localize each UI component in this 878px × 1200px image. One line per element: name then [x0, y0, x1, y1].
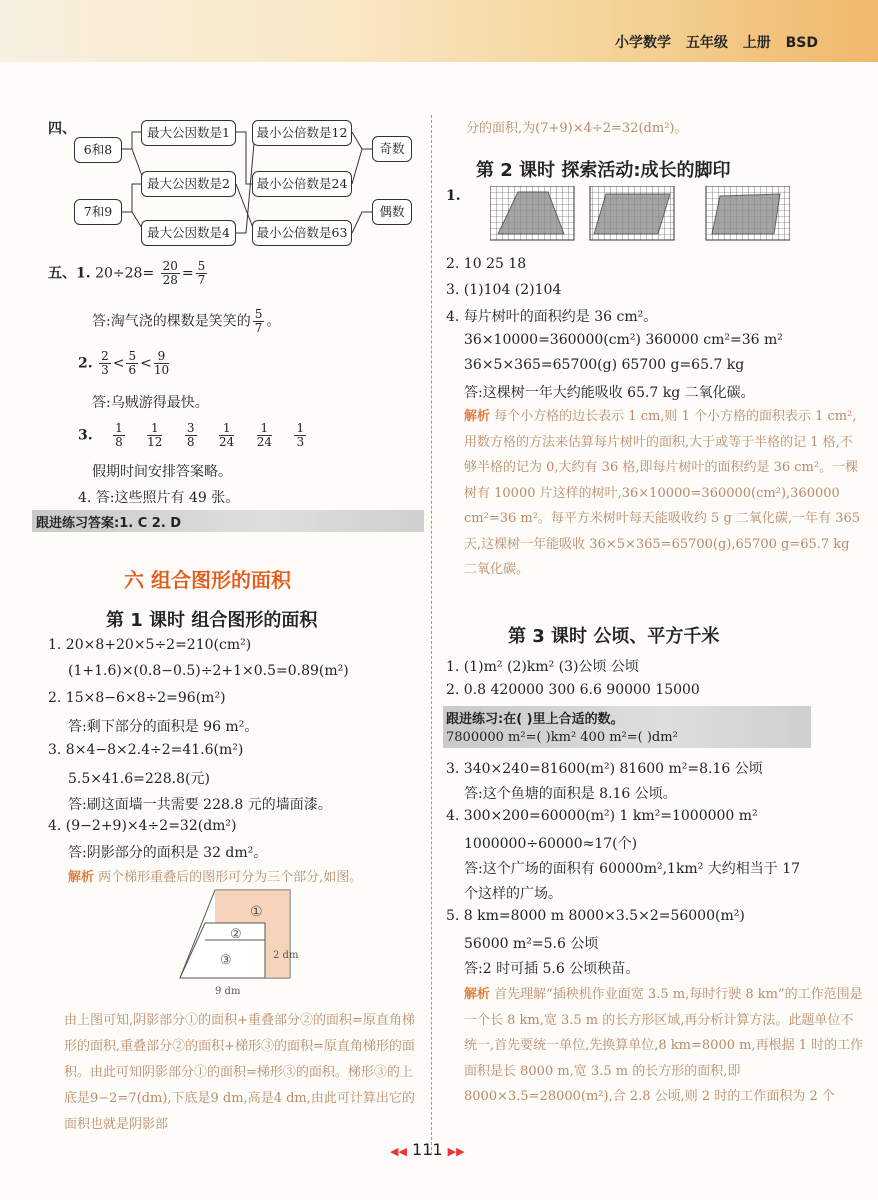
header-subject: 小学数学 [615, 35, 671, 51]
connection-lines [70, 118, 420, 253]
q5-3-line [78, 422, 308, 449]
numerator: 1 [115, 421, 123, 435]
answer-text: 答:淘气浇的棵数是笑笑的 [92, 313, 251, 330]
fig-label-h: 2 dm [273, 950, 299, 961]
header-volume: 上册 [742, 35, 771, 51]
jiexi-label: 解析 [464, 409, 491, 424]
fraction [253, 308, 265, 335]
l1-line-7: 答:刷这面墙一共需要 228.8 元的墙面漆。 [68, 797, 332, 813]
l1-line-8: 4. (9−2+9)×4÷2=32(dm²) [48, 818, 237, 834]
numerator: 5 [254, 307, 263, 321]
numerator: 1 [147, 422, 162, 436]
denominator: 12 [147, 435, 163, 449]
l3-line-10: 56000 m²=5.6 公顷 [464, 936, 599, 952]
node-gcd-2: 最大公因数是2 [141, 171, 236, 197]
l3-line-11: 答:2 时可插 5.6 公顷秧苗。 [464, 961, 640, 977]
denominator: 7 [254, 321, 263, 335]
header-grade: 五年级 [685, 35, 728, 51]
l2-line-3: 4. 每片树叶的面积约是 36 cm²。 [446, 309, 658, 325]
l2-line-4: 36×10000=360000(cm²) 360000 cm²=36 m² [464, 332, 783, 348]
lesson-1-title: 第 1 课时 组合图形的面积 [106, 610, 318, 631]
follow-answer: 跟进练习答案:1. C 2. D [36, 516, 182, 531]
jiexi-2 [464, 404, 864, 583]
q5-3-answer: 假期时间安排答案略。 [92, 464, 232, 480]
node-lcm-63: 最小公倍数是63 [252, 220, 352, 246]
fraction [257, 422, 272, 449]
denominator: 6 [128, 363, 137, 377]
fraction [196, 260, 208, 287]
jiexi-label: 解析 [464, 987, 491, 1002]
numerator: 5 [128, 349, 137, 363]
l2-line-6: 答:这棵树一年大约能吸收 65.7 kg 二氧化碳。 [464, 385, 755, 401]
l3-line-2: 2. 0.8 420000 300 6.6 90000 15000 [446, 682, 700, 698]
chapter-title: 六 组合图形的面积 [124, 568, 291, 592]
fraction [161, 260, 180, 287]
q2-1-label: 1. [446, 188, 461, 204]
node-gcd-1: 最大公因数是1 [141, 120, 236, 146]
denominator: 24 [256, 435, 273, 449]
header-banner [0, 0, 878, 62]
numerator: 1 [219, 422, 234, 436]
q5-1-answer: 答:淘气浇的棵数是笑笑的 $\frac{5}{7}$ 。 [92, 307, 281, 335]
header-edition: BSD [785, 35, 818, 51]
denominator: 3 [296, 435, 305, 449]
l3-line-5: 4. 300×200=60000(m²) 1 km²=1000000 m² [446, 808, 758, 824]
faded-top-right: 分的面积,为(7+9)×4÷2=32(dm²)。 [466, 121, 688, 136]
jiexi-text: 首先理解“插秧机作业面宽 3.5 m,每时行驶 8 km”的工作范围是一个长 8 km,宽 3.5 m 的长方形区域,再分析计算方法。此题单位不统一,首先要统一单位,先换算单位,8 km=8000 m,再根据 1 时的工作面积是长 8000 m,宽 3.5 m 的长方形的面积,即 8000×3.5=28000(m²),合 2.8 公顷,则 2 时的工作面积为 2 个 [464, 987, 864, 1104]
follow-question: 跟进练习:在( )里上合适的数。 [446, 712, 624, 727]
page-number: 111 [412, 1140, 443, 1159]
fig-label-c1: ① [250, 904, 263, 920]
fig-label-c2: ② [230, 927, 242, 942]
numerator: 2 [101, 349, 109, 363]
denominator: 8 [115, 435, 123, 449]
header-meta [615, 32, 818, 52]
l2-line-1: 2. 10 25 18 [446, 256, 527, 272]
l1-line-1: 1. 20×8+20×5÷2=210(cm²) [48, 637, 252, 653]
next-arrows-icon: ▶▶ [447, 1145, 465, 1158]
denominator: 7 [197, 273, 206, 287]
q5-4-answer: 4. 答:这些照片有 49 张。 [78, 490, 240, 506]
q5-1-line: 五、1. 20÷28= $\frac{20}{28}$ = $\frac{5}{7}$ [48, 259, 206, 287]
fraction [113, 422, 125, 449]
denominator: 3 [101, 363, 109, 377]
node-6-and-8: 6和8 [74, 137, 122, 163]
fraction [185, 422, 197, 449]
fig-label-base: 9 dm [215, 986, 241, 997]
node-lcm-12: 最小公倍数是12 [252, 120, 352, 146]
grid-shapes [490, 186, 790, 244]
page-number-footer [390, 1140, 465, 1159]
fraction [294, 422, 306, 449]
fraction [154, 350, 169, 377]
q5-2-answer: 答:乌贼游得最快。 [92, 395, 209, 411]
jiexi-1 [68, 866, 362, 885]
denominator: 24 [219, 435, 235, 449]
l1-line-3: 2. 15×8−6×8÷2=96(m²) [48, 690, 226, 706]
l1-line-9: 答:阴影部分的面积是 32 dm²。 [68, 845, 268, 861]
numerator: 20 [162, 259, 178, 273]
numerator: 9 [154, 350, 169, 364]
fraction [126, 350, 138, 377]
denominator: 28 [162, 273, 178, 287]
numerator: 1 [296, 421, 305, 435]
prev-arrows-icon: ◀◀ [390, 1145, 407, 1158]
numerator: 3 [186, 421, 195, 435]
fraction [147, 422, 162, 449]
l1-line-2: (1+1.6)×(0.8−0.5)÷2+1×0.5=0.89(m²) [68, 663, 349, 679]
l1-line-6: 5.5×41.6=228.8(元) [68, 771, 210, 787]
faded-paragraph-left: 由上图可知,阴影部分①的面积+重叠部分②的面积=原直角梯形的面积,重叠部分②的面积+梯形③的面积=原直角梯形的面积。由此可知阴影部分①的面积=梯形③的面积。梯形③的上底是9−2=7(dm),下底是9 dm,高是4 dm,由此可计算出它的面积也就是阴影部 [64, 1013, 415, 1132]
l2-line-2: 3. (1)104 (2)104 [446, 282, 562, 298]
q4-label: 四、 [48, 121, 76, 137]
l3-line-9: 5. 8 km=8000 m 8000×3.5×2=56000(m²) [446, 908, 745, 924]
l1-line-5: 3. 8×4−8×2.4÷2=41.6(m²) [48, 742, 244, 758]
node-odd: 奇数 [372, 136, 412, 162]
node-lcm-24: 最小公倍数是24 [252, 171, 352, 197]
l1-line-4: 答:剩下部分的面积是 96 m²。 [68, 719, 259, 735]
fraction [99, 350, 111, 377]
l3-line-7: 答:这个广场的面积有 60000m²,1km² 大约相当于 17 [464, 861, 801, 877]
trapezoid-figure [175, 888, 315, 998]
l2-line-5: 36×5×365=65700(g) 65700 g=65.7 kg [464, 357, 745, 373]
fig-label-c3: ③ [220, 953, 232, 968]
numerator: 1 [257, 422, 272, 436]
lesson-2-title: 第 2 课时 探索活动:成长的脚印 [476, 160, 731, 181]
q5-1-expr: 20÷28= [95, 265, 155, 282]
numerator: 5 [197, 259, 206, 273]
l3-line-6: 1000000÷60000≈17(个) [464, 836, 638, 852]
jiexi-3 [464, 982, 864, 1110]
jiexi-label: 解析 [68, 870, 95, 885]
l3-line-3: 3. 340×240=81600(m²) 81600 m²=8.16 公顷 [446, 761, 763, 777]
node-even: 偶数 [372, 199, 412, 225]
q5-1-label: 五、1. [48, 265, 91, 282]
fraction [219, 422, 234, 449]
denominator: 8 [186, 435, 195, 449]
l3-line-4: 答:这个鱼塘的面积是 8.16 公顷。 [464, 786, 677, 802]
q5-2-label: 2. [78, 355, 93, 372]
jiexi-text: 每个小方格的边长表示 1 cm,则 1 个小方格的面积表示 1 cm²,用数方格的方法来估算每片树叶的面积,大于或等于半格的记 1 格,不够半格的记为 0,大约有 36 格,即每片树叶的面积约是 36 cm²。一棵树有 10000 片这样的树叶,36×10000=360000(cm²),360000 cm²=36 m²。每平方米树叶每天能吸收约 5 g 二氧化碳,一年有 365 天,这棵树一年能吸收 36×5×365=65700(g),65700 g=65.7 kg 二氧化碳。 [464, 409, 860, 577]
column-divider [431, 115, 432, 1155]
lesson-3-title: 第 3 课时 公顷、平方千米 [508, 626, 720, 647]
jiexi-text: 两个梯形重叠后的图形可分为三个部分,如图。 [98, 870, 363, 885]
q5-3-label: 3. [78, 427, 93, 444]
q5-2-line: 2. $\frac{2}{3}$ < $\frac{5}{6}$ < $\frac{9}{10}$ [78, 349, 170, 377]
l3-line-8: 个这样的广场。 [464, 886, 562, 902]
node-7-and-9: 7和9 [74, 199, 122, 225]
node-gcd-4: 最大公因数是4 [141, 220, 236, 246]
denominator: 10 [153, 363, 170, 377]
follow-question-2: 7800000 m²=( )km² 400 m²=( )dm² [446, 730, 678, 745]
l3-line-1: 1. (1)m² (2)km² (3)公顷 公顷 [446, 659, 639, 675]
